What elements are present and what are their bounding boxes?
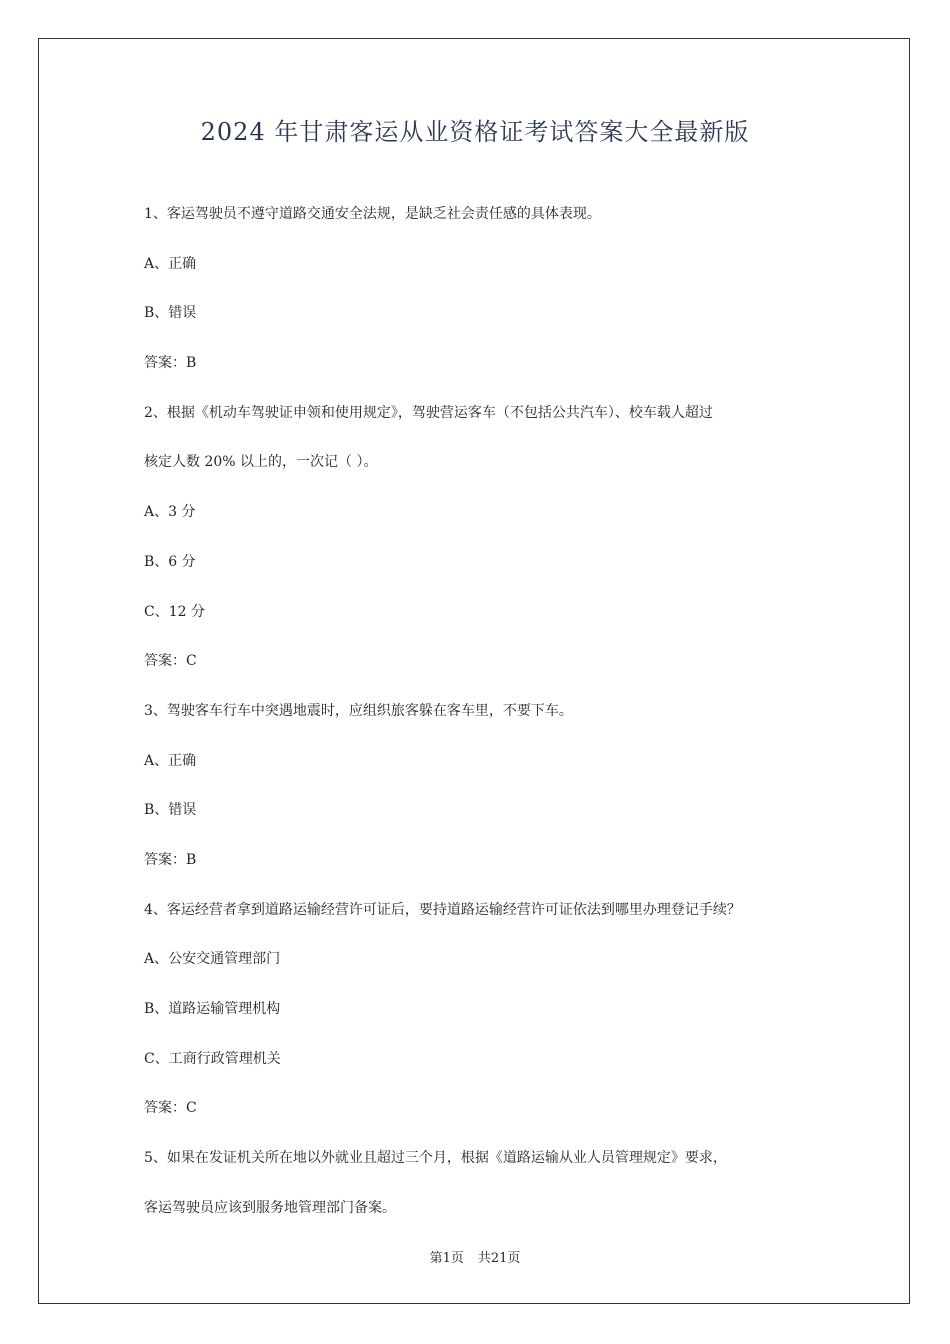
question-5-text-line-2: 客运驾驶员应该到服务地管理部门备案。 [144,1199,396,1216]
question-3-option-b: B、错误 [144,802,197,819]
question-3-option-a: A、正确 [144,752,197,769]
question-2-text-line-2: 核定人数 20% 以上的，一次记（ ）。 [144,454,378,471]
page-number: 第1页 [429,1251,464,1266]
question-3-answer: 答案：B [144,851,197,868]
question-1-option-b: B、错误 [144,305,197,322]
question-4-text: 4、客运经营者拿到道路运输经营许可证后，要持道路运输经营许可证依法到哪里办理登记手续？ [144,901,741,918]
question-2-option-c: C、12 分 [144,603,205,620]
question-4-option-c: C、工商行政管理机关 [144,1050,281,1067]
document-body [144,200,824,1243]
question-1-option-a: A、正确 [144,255,197,272]
page-footer [0,1247,950,1266]
question-2-answer: 答案：C [144,653,197,670]
document-title: 2024 年甘肃客运从业资格证考试答案大全最新版 [200,118,750,146]
question-5-text-line-1: 5、如果在发证机关所在地以外就业且超过三个月，根据《道路运输从业人员管理规定》要求， [144,1150,727,1167]
question-4-option-b: B、道路运输管理机构 [144,1001,281,1017]
page-total: 共21页 [477,1251,521,1266]
question-4-option-a: A、公安交通管理部门 [144,951,281,968]
question-2-text-line-1: 2、根据《机动车驾驶证申领和使用规定》，驾驶营运客车（不包括公共汽车）、校车载人超过 [144,404,713,421]
question-4-answer: 答案：C [144,1100,197,1117]
question-2-option-b: B、6 分 [144,553,196,570]
question-1-text: 1、客运驾驶员不遵守道路交通安全法规，是缺乏社会责任感的具体表现。 [144,206,601,222]
question-3-text: 3、驾驶客车行车中突遇地震时，应组织旅客躲在客车里，不要下车。 [144,702,573,719]
question-1-answer: 答案：B [144,355,197,372]
question-2-option-a: A、3 分 [144,504,196,521]
